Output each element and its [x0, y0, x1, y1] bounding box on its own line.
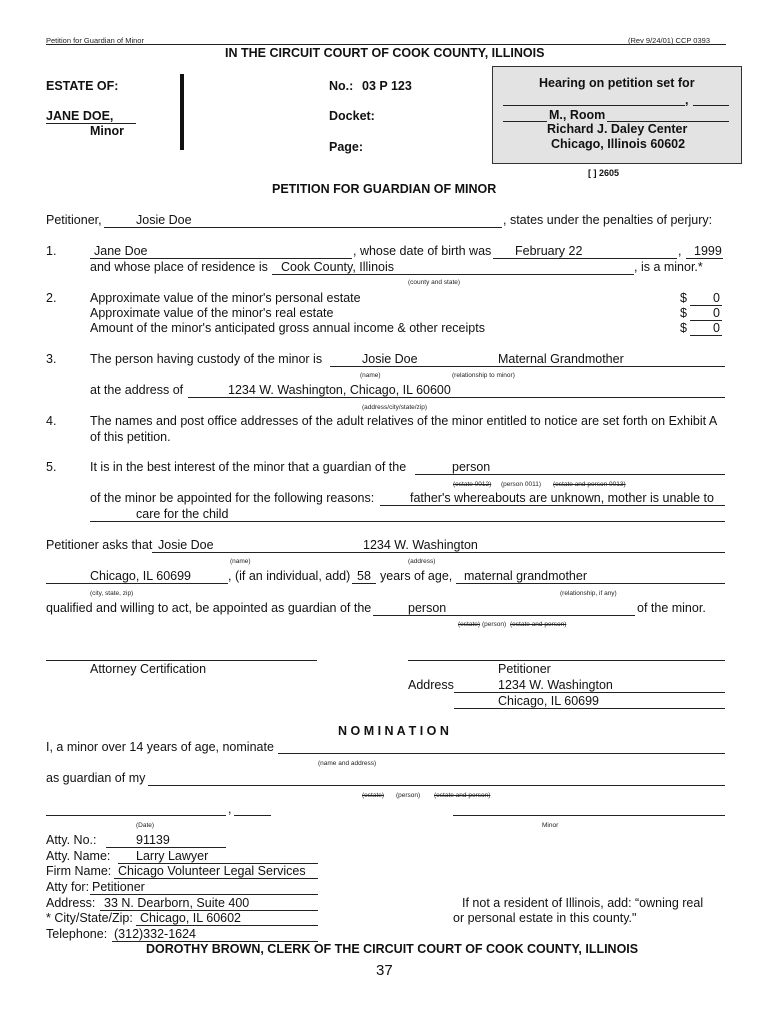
item2-line2: Approximate value of the minor's real estate: [90, 306, 334, 320]
form-code: [ ] 2605: [588, 168, 620, 178]
item3-relationship: Maternal Grandmother: [498, 352, 624, 366]
item5-reasons-line-1: [380, 505, 725, 506]
atty-for-line: [90, 894, 318, 895]
item3-address-sub: (address/city/state/zip): [362, 404, 428, 411]
item5-reasons-label: of the minor be appointed for the following reasons:: [90, 491, 375, 505]
asks-name-sub: (name): [230, 558, 251, 565]
atty-tel-label: Telephone:: [46, 927, 108, 941]
hearing-center: Richard J. Daley Center: [547, 122, 688, 136]
firm-name-label: Firm Name:: [46, 864, 112, 878]
item5-sub-estate: (estate 0012): [453, 481, 492, 488]
item1-num: 1.: [46, 244, 57, 258]
atty-address: 33 N. Dearborn, Suite 400: [104, 896, 250, 910]
item5-num: 5.: [46, 460, 57, 474]
asks-city-sub: (city, state, zip): [90, 590, 134, 597]
item5-line: [415, 474, 725, 475]
nomination-minor-sub: Minor: [542, 822, 559, 829]
nomination-line1: I, a minor over 14 years of age, nominate: [46, 740, 274, 754]
hearing-comma: ,: [685, 93, 689, 107]
asks-age-text: years of age,: [380, 569, 453, 583]
item2-value-1: 0: [713, 291, 720, 305]
atty-csz-line: [136, 925, 318, 926]
nonresident-line1: If not a resident of Illinois, add: “owning real: [462, 896, 704, 910]
case-number: 03 P 123: [362, 79, 412, 93]
item3-address-line: [188, 397, 725, 398]
attorney-certification: Attorney Certification: [90, 662, 207, 676]
item5-reasons-line-2: [90, 521, 725, 522]
nomination-minor-line: [453, 815, 725, 816]
item4-num: 4.: [46, 414, 57, 428]
item1-dob: February 22: [515, 244, 583, 258]
item1-dob-line: [493, 258, 677, 259]
hearing-time-line: [503, 121, 547, 122]
nomination-title: N O M I N A T I O N: [338, 724, 449, 738]
nomination-guardian-line: [148, 785, 725, 786]
asks-rel-sub: (relationship, if any): [560, 590, 617, 597]
revision-code: (Rev 9/24/01) CCP 0393: [628, 36, 710, 45]
atty-csz: Chicago, IL 60602: [140, 911, 242, 925]
attorney-signature-line: [46, 660, 317, 661]
item2-currency-3: $: [680, 321, 687, 335]
item2-value-3: 0: [713, 321, 720, 335]
asks-rel-line: [456, 583, 725, 584]
asks-sub-estate: (estate): [458, 621, 481, 628]
atty-no-line: [106, 847, 226, 848]
firm-name: Chicago Volunteer Legal Services: [118, 864, 306, 878]
item5-sub-person: (person 0011): [501, 481, 541, 488]
asks-relationship: maternal grandmother: [464, 569, 587, 583]
atty-address-label: Address:: [46, 896, 96, 910]
petitioner-signature-line: [408, 660, 725, 661]
item2-line1: Approximate value of the minor's personal estate: [90, 291, 361, 305]
asks-address: 1234 W. Washington: [363, 538, 478, 552]
item5-text: It is in the best interest of the minor that a guardian of the: [90, 460, 407, 474]
asks-if-text: , (if an individual, add): [228, 569, 351, 583]
atty-tel: (312)332-1624: [114, 927, 197, 941]
hearing-date-line: [503, 105, 685, 106]
item2-line3: Amount of the minor's anticipated gross annual income & other receipts: [90, 321, 485, 335]
hearing-city: Chicago, Illinois 60602: [551, 137, 686, 151]
item5-reasons-1: father's whereabouts are unknown, mother is unable to: [410, 491, 714, 505]
asks-sub-both: (estate and person): [510, 621, 567, 628]
atty-no: 91139: [136, 833, 170, 847]
item3-address-label: at the address of: [90, 383, 184, 397]
petitioner-line: [104, 227, 502, 228]
petitioner-suffix: , states under the penalties of perjury:: [503, 213, 713, 227]
caption-divider: [180, 74, 184, 150]
asks-guardian-of: person: [408, 601, 447, 615]
item4-line1: The names and post office addresses of the adult relatives of the minor entitled to notice are set forth on Exhibit A: [90, 414, 718, 428]
asks-city-line: [46, 583, 228, 584]
asks-qualified: qualified and willing to act, be appointed as guardian of the: [46, 601, 372, 615]
petitioner-name: Josie Doe: [136, 213, 192, 227]
item4-line2: of this petition.: [90, 430, 171, 444]
nomination-date-sub: (Date): [136, 822, 155, 829]
nomination-nominee-line: [278, 753, 725, 754]
item2-value-2: 0: [713, 306, 720, 320]
item5-sub-both: (estate and person 0013): [553, 481, 626, 488]
hearing-year-line: [693, 105, 729, 106]
hearing-title: Hearing on petition set for: [539, 76, 695, 90]
item1-minor-line: [90, 258, 352, 259]
item5-value: person: [452, 460, 491, 474]
nomination-year-line: [234, 815, 271, 816]
item2-line-3: [690, 335, 722, 336]
minor-label: Minor: [90, 124, 125, 138]
atty-name: Larry Lawyer: [136, 849, 209, 863]
hearing-box: [492, 66, 742, 164]
item3-line: [330, 366, 725, 367]
nomination-date-line: [46, 815, 226, 816]
item1-residence-line: [272, 274, 634, 275]
hearing-room: M., Room: [549, 108, 606, 122]
atty-no-label: Atty. No.:: [46, 833, 97, 847]
asks-city: Chicago, IL 60699: [90, 569, 192, 583]
item1-sub: (county and state): [408, 279, 461, 286]
nomination-sub1: (name and address): [318, 760, 377, 767]
nomination-comma: ,: [228, 802, 232, 816]
item5-reasons-2: care for the child: [136, 507, 229, 521]
nonresident-line2: or personal estate in this county.": [453, 911, 637, 925]
asks-line: [152, 552, 725, 553]
atty-for: Petitioner: [92, 880, 145, 894]
asks-guardian-line: [373, 615, 635, 616]
nomination-line2: as guardian of my: [46, 771, 146, 785]
docket-label: Docket:: [329, 109, 375, 123]
asks-address-sub: (address): [408, 558, 436, 565]
item1-suffix: , is a minor.*: [634, 260, 703, 274]
item1-dob-text: , whose date of birth was: [353, 244, 492, 258]
minor-name: JANE DOE,: [46, 109, 136, 124]
atty-csz-label: * City/State/Zip:: [46, 911, 133, 925]
nomination-sub-estate: (estate): [362, 792, 385, 799]
item3-num: 3.: [46, 352, 57, 366]
nomination-sub-person: (person): [396, 792, 421, 799]
sig-address-2: Chicago, IL 60699: [498, 694, 600, 708]
estate-of-label: ESTATE OF:: [46, 79, 119, 93]
item3-rel-sub: (relationship to minor): [452, 372, 515, 379]
petition-title: PETITION FOR GUARDIAN OF MINOR: [272, 182, 497, 196]
item3-text: The person having custody of the minor is: [90, 352, 323, 366]
page-number: 37: [376, 962, 393, 979]
item1-comma: ,: [678, 244, 682, 258]
item3-name: Josie Doe: [362, 352, 418, 366]
item2-currency-2: $: [680, 306, 687, 320]
petitioner-sig-label: Petitioner: [498, 662, 551, 676]
item3-address: 1234 W. Washington, Chicago, IL 60600: [228, 383, 451, 397]
item1-year: 1999: [694, 244, 722, 258]
sig-address-line-2: [454, 708, 725, 709]
atty-for-label: Atty for:: [46, 880, 90, 894]
firm-name-line: [114, 878, 318, 879]
asks-suffix: of the minor.: [637, 601, 706, 615]
sig-address-label: Address: [408, 678, 454, 692]
asks-name: Josie Doe: [158, 538, 214, 552]
case-no-label: No.:: [329, 79, 354, 93]
sig-address-line-1: [454, 692, 725, 693]
asks-sub-person: (person): [482, 621, 507, 628]
item1-minor: Jane Doe: [94, 244, 148, 258]
atty-name-label: Atty. Name:: [46, 849, 111, 863]
court-name: IN THE CIRCUIT COURT OF COOK COUNTY, ILLINOIS: [225, 46, 545, 60]
item2-num: 2.: [46, 291, 57, 305]
header-rule: [46, 44, 726, 45]
item1-year-line: [686, 258, 723, 259]
page-label: Page:: [329, 140, 364, 154]
form-title: Petition for Guardian of Minor: [46, 36, 144, 45]
item3-name-sub: (name): [360, 372, 381, 379]
asks-age: 58: [357, 569, 371, 583]
item1-residence-text: and whose place of residence is: [90, 260, 268, 274]
asks-label: Petitioner asks that: [46, 538, 153, 552]
item2-currency-1: $: [680, 291, 687, 305]
sig-address-1: 1234 W. Washington: [498, 678, 613, 692]
item1-residence: Cook County, Illinois: [281, 260, 395, 274]
nomination-sub-both: (estate and person): [434, 792, 491, 799]
petitioner-label: Petitioner,: [46, 213, 102, 227]
asks-age-line: [352, 583, 376, 584]
clerk-footer: DOROTHY BROWN, CLERK OF THE CIRCUIT COURT OF COOK COUNTY, ILLINOIS: [146, 942, 639, 956]
